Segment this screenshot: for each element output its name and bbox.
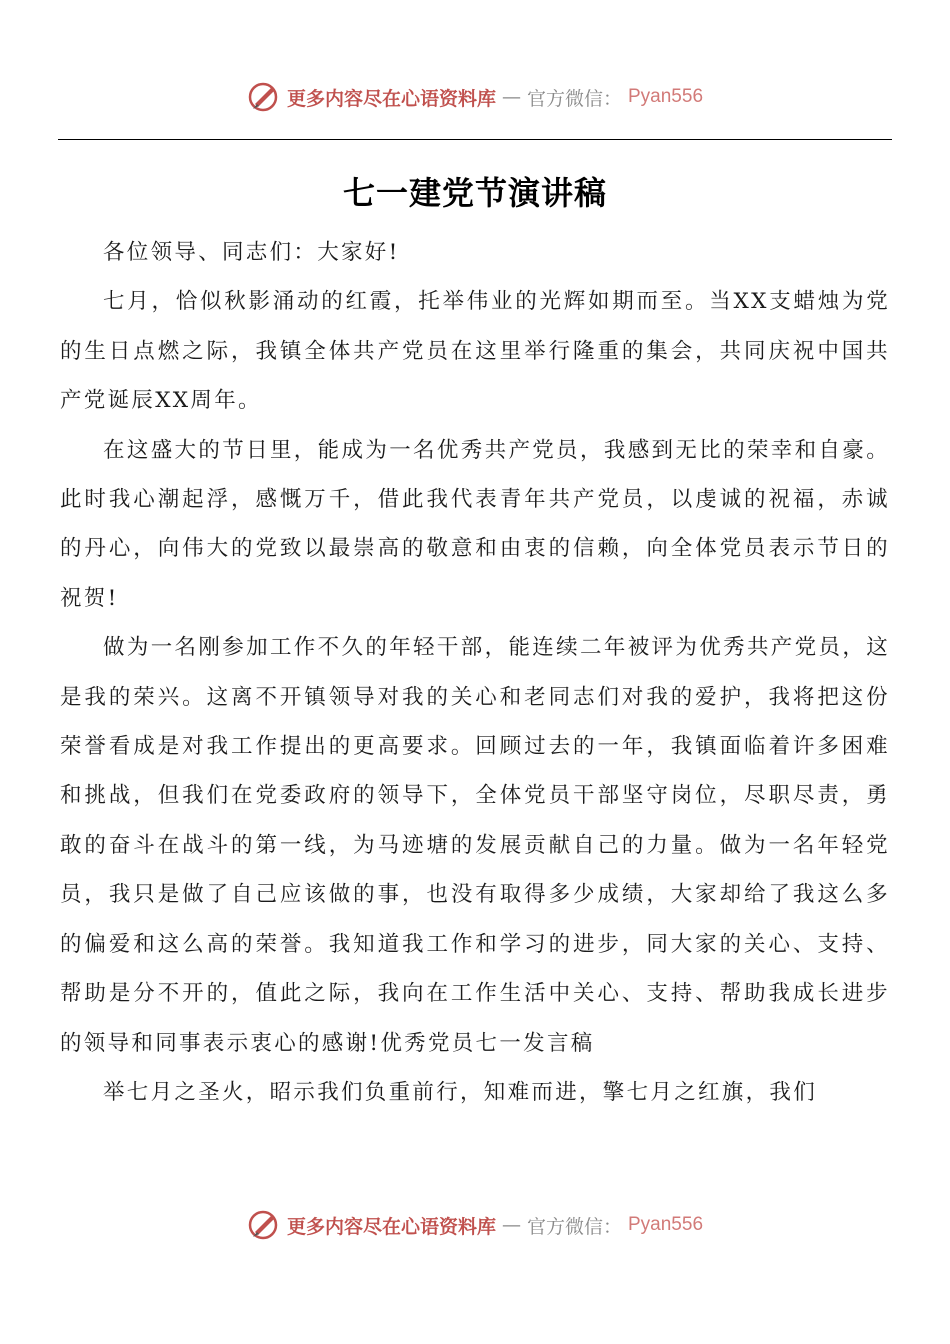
banner-dash: —	[501, 86, 521, 108]
paragraph: 七月，恰似秋影涌动的红霞，托举伟业的光辉如期而至。当XX支蜡烛为党的生日点燃之际，我镇全体共产党员在这里举行隆重的集会，共同庆祝中国共产党诞辰XX周年。	[60, 289, 890, 414]
paragraph: 在这盛大的节日里，能成为一名优秀共产党员，我感到无比的荣幸和自豪。此时我心潮起浮，感慨万千，借此我代表青年共产党员，以虔诚的祝福，赤诚的丹心，向伟大的党致以最崇高的敬意和由衷的信赖，向全体党员表示节日的祝贺!	[60, 437, 890, 611]
banner-wechat-id: Pyan556	[628, 86, 704, 107]
paragraph: 举七月之圣火，昭示我们负重前行，知难而进，擎七月之红旗，我们	[103, 1079, 818, 1105]
document-body	[60, 228, 890, 1117]
paragraph: 各位领导、同志们：大家好!	[103, 240, 400, 265]
document-title: 七一建党节演讲稿	[342, 174, 607, 212]
footer-banner	[0, 1208, 950, 1242]
banner-text: 更多内容尽在心语资料库	[286, 87, 496, 110]
pen-logo-icon	[247, 1208, 281, 1242]
banner-wechat-id: Pyan556	[628, 1214, 704, 1235]
banner-wechat-label: 官方微信：	[526, 87, 622, 110]
paragraph: 做为一名刚参加工作不久的年轻干部，能连续二年被评为优秀共产党员，这是我的荣兴。这离不开镇领导对我的关心和老同志们对我的爱护，我将把这份荣誉看成是对我工作提出的更高要求。回顾过去的一年，我镇面临着许多困难和挑战，但我们在党委政府的领导下，全体党员干部坚守岗位，尽职尽责，勇敢的奋斗在战斗的第一线，为马迹塘的发展贡献自己的力量。做为一名年轻党员，我只是做了自己应该做的事，也没有取得多少成绩，大家却给了我这么多的偏爱和这么高的荣誉。我知道我工作和学习的进步，同大家的关心、支持、帮助是分不开的，值此之际，我向在工作生活中关心、支持、帮助我成长进步的领导和同事表示衷心的感谢!优秀党员七一发言稿	[60, 635, 890, 1056]
header-rule	[58, 139, 892, 140]
banner-dash: —	[501, 1214, 521, 1236]
banner-text: 更多内容尽在心语资料库	[286, 1215, 496, 1238]
banner-wechat-label: 官方微信：	[526, 1215, 622, 1238]
pen-logo-icon	[247, 80, 281, 114]
header-banner	[0, 80, 950, 114]
